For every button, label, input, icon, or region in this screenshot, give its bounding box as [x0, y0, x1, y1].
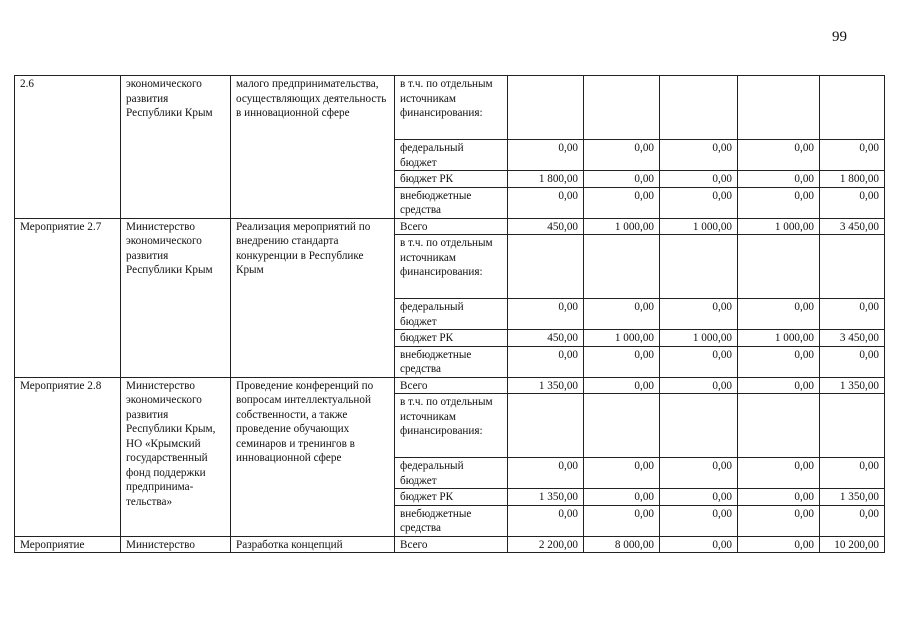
event-executor: Министерство — [121, 536, 231, 553]
value-cell: 0,00 — [584, 299, 660, 330]
value-cell: 1 000,00 — [660, 330, 738, 347]
value-cell: 0,00 — [584, 505, 660, 536]
value-cell: 0,00 — [738, 346, 820, 377]
value-cell: 0,00 — [738, 536, 820, 553]
value-cell — [584, 394, 660, 458]
value-cell: 0,00 — [738, 458, 820, 489]
value-cell: 0,00 — [508, 346, 584, 377]
value-cell: 0,00 — [584, 377, 660, 394]
value-cell: 0,00 — [820, 458, 885, 489]
value-cell: 1 000,00 — [738, 330, 820, 347]
value-cell: 0,00 — [738, 187, 820, 218]
funding-source: федеральный бюджет — [395, 299, 508, 330]
value-cell: 0,00 — [660, 377, 738, 394]
value-cell: 1 000,00 — [584, 218, 660, 235]
event-description: Реализация мероприятий по внедрению стандарта конкуренции в Республике Крым — [231, 218, 395, 377]
value-cell — [584, 235, 660, 299]
value-cell: 0,00 — [584, 489, 660, 506]
value-cell: 1 000,00 — [660, 218, 738, 235]
value-cell: 10 200,00 — [820, 536, 885, 553]
value-cell: 0,00 — [820, 140, 885, 171]
value-cell: 0,00 — [508, 458, 584, 489]
value-cell: 0,00 — [660, 505, 738, 536]
value-cell: 0,00 — [738, 489, 820, 506]
value-cell — [738, 394, 820, 458]
value-cell — [820, 235, 885, 299]
value-cell: 0,00 — [820, 505, 885, 536]
value-cell: 0,00 — [738, 171, 820, 188]
event-description: Разработка концепций — [231, 536, 395, 553]
value-cell — [584, 76, 660, 140]
funding-source: федеральный бюджет — [395, 458, 508, 489]
value-cell: 0,00 — [508, 140, 584, 171]
value-cell: 1 350,00 — [820, 489, 885, 506]
value-cell: 0,00 — [660, 489, 738, 506]
event-executor: Министерство экономического развития Республики Крым — [121, 218, 231, 377]
table-row — [15, 377, 885, 394]
value-cell: 0,00 — [508, 505, 584, 536]
value-cell: 1 800,00 — [820, 171, 885, 188]
table-row — [15, 218, 885, 235]
value-cell: 1 000,00 — [584, 330, 660, 347]
value-cell — [508, 76, 584, 140]
event-executor: Министерство экономического развития Республики Крым, НО «Крымский государственный фонд поддержки предпринима-тельства» — [121, 377, 231, 536]
value-cell — [508, 394, 584, 458]
value-cell: 1 350,00 — [508, 489, 584, 506]
funding-source: Всего — [395, 218, 508, 235]
event-description: малого предпринимательства, осуществляющих деятельность в инновационной сфере — [231, 76, 395, 219]
funding-source: бюджет РК — [395, 489, 508, 506]
event-description: Проведение конференций по вопросам интеллектуальной собственности, а также проведение обучающих семинаров и тренингов в инновационной сфере — [231, 377, 395, 536]
value-cell — [738, 235, 820, 299]
value-cell: 0,00 — [660, 346, 738, 377]
page-number: 99 — [832, 29, 847, 45]
event-number: Мероприятие — [15, 536, 121, 553]
funding-source: в т.ч. по отдельным источникам финансирования: — [395, 235, 508, 299]
value-cell — [660, 235, 738, 299]
funding-source: внебюджетные средства — [395, 505, 508, 536]
value-cell: 0,00 — [508, 299, 584, 330]
value-cell: 0,00 — [584, 171, 660, 188]
funding-source: внебюджетные средства — [395, 346, 508, 377]
value-cell: 0,00 — [660, 458, 738, 489]
table-row — [15, 536, 885, 553]
funding-source: Всего — [395, 377, 508, 394]
value-cell: 450,00 — [508, 330, 584, 347]
value-cell: 450,00 — [508, 218, 584, 235]
value-cell: 0,00 — [584, 346, 660, 377]
event-executor: экономического развития Республики Крым — [121, 76, 231, 219]
funding-source: бюджет РК — [395, 171, 508, 188]
value-cell — [508, 235, 584, 299]
value-cell: 3 450,00 — [820, 218, 885, 235]
value-cell: 0,00 — [820, 187, 885, 218]
value-cell: 0,00 — [738, 505, 820, 536]
funding-source: федеральный бюджет — [395, 140, 508, 171]
value-cell — [738, 76, 820, 140]
event-number: 2.6 — [15, 76, 121, 219]
event-number: Мероприятие 2.7 — [15, 218, 121, 377]
funding-source: бюджет РК — [395, 330, 508, 347]
table-row — [15, 76, 885, 140]
value-cell — [820, 394, 885, 458]
funding-source: в т.ч. по отдельным источникам финансирования: — [395, 76, 508, 140]
value-cell — [660, 394, 738, 458]
value-cell — [820, 76, 885, 140]
value-cell: 0,00 — [820, 346, 885, 377]
value-cell: 0,00 — [738, 140, 820, 171]
value-cell: 0,00 — [738, 299, 820, 330]
event-number: Мероприятие 2.8 — [15, 377, 121, 536]
value-cell: 0,00 — [738, 377, 820, 394]
funding-source: Всего — [395, 536, 508, 553]
value-cell: 0,00 — [508, 187, 584, 218]
value-cell: 1 000,00 — [738, 218, 820, 235]
value-cell: 0,00 — [660, 140, 738, 171]
value-cell: 3 450,00 — [820, 330, 885, 347]
value-cell: 0,00 — [660, 536, 738, 553]
value-cell: 0,00 — [820, 299, 885, 330]
value-cell: 0,00 — [584, 458, 660, 489]
funding-source: внебюджетные средства — [395, 187, 508, 218]
value-cell: 0,00 — [584, 140, 660, 171]
value-cell: 0,00 — [660, 299, 738, 330]
value-cell: 0,00 — [584, 187, 660, 218]
value-cell: 0,00 — [660, 187, 738, 218]
value-cell: 1 350,00 — [508, 377, 584, 394]
value-cell: 0,00 — [660, 171, 738, 188]
value-cell — [660, 76, 738, 140]
value-cell: 1 800,00 — [508, 171, 584, 188]
value-cell: 8 000,00 — [584, 536, 660, 553]
funding-source: в т.ч. по отдельным источникам финансирования: — [395, 394, 508, 458]
value-cell: 2 200,00 — [508, 536, 584, 553]
budget-table — [14, 75, 885, 553]
value-cell: 1 350,00 — [820, 377, 885, 394]
